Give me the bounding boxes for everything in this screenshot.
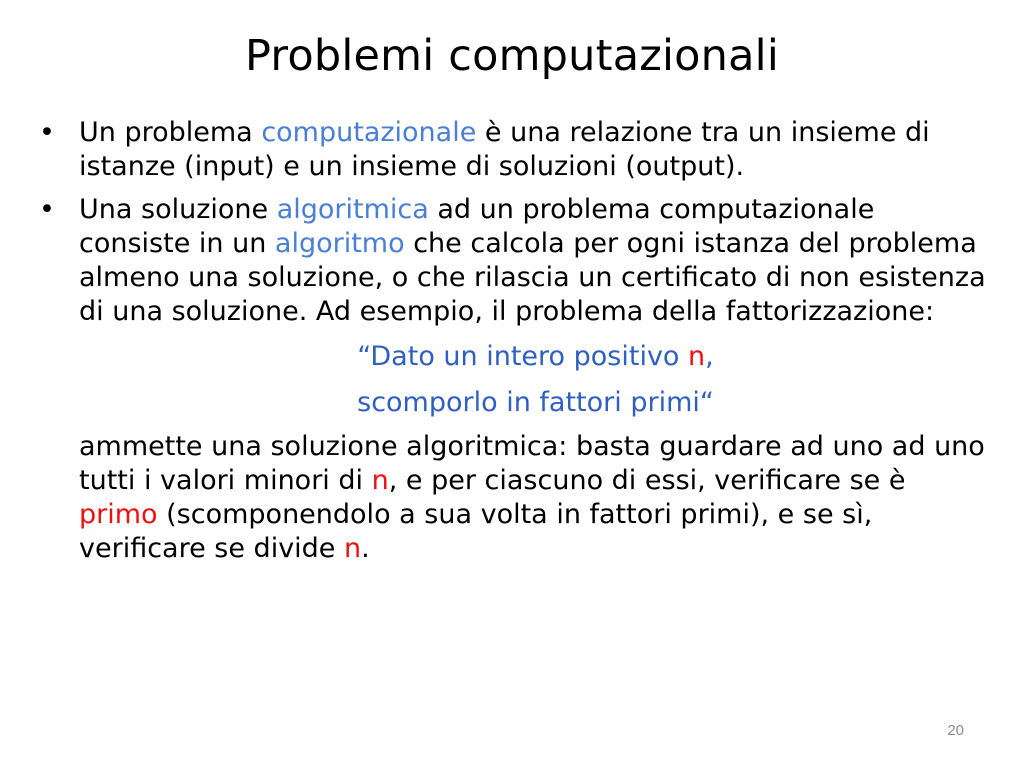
keyword-computazionale: computazionale	[261, 117, 477, 148]
quote-line-2: scomporlo in fattori primi“	[357, 387, 714, 418]
bullet-2-text-2: ad un problema computazionale consiste in un	[79, 194, 875, 259]
quote-variable-n: n	[688, 341, 706, 372]
bullet-2-text-3: che calcola per ogni istanza del problema almeno una soluzione, o che rilascia un certificato di non esistenza di una soluzione. Ad esempio, il problema della fattorizzazione:	[79, 228, 986, 327]
keyword-algoritmo: algoritmo	[274, 228, 405, 259]
variable-n-2: n	[344, 533, 362, 564]
bullet-1-text-1: Un problema	[79, 117, 262, 148]
paragraph-text-4: .	[361, 533, 370, 564]
quote-line-1-end: ,	[705, 341, 714, 372]
keyword-primo: primo	[79, 499, 158, 530]
paragraph-text-1: ammette una soluzione algoritmica: basta guardare ad uno ad uno tutti i valori minori di	[79, 431, 985, 496]
bullet-dot-icon: •	[39, 194, 55, 225]
keyword-algoritmica: algoritmica	[276, 194, 429, 225]
bullet-2-text-1: Una soluzione	[79, 194, 277, 225]
bullet-item-2	[32, 193, 992, 329]
quote-line-1	[32, 338, 992, 376]
slide-body	[32, 116, 992, 566]
bullet-item-1	[32, 116, 992, 184]
bullet-1-text-2: è una relazione tra un insieme di istanze (input) e un insieme di soluzioni (output).	[79, 117, 930, 182]
variable-n-1: n	[371, 465, 389, 496]
quote-line-1-text: “Dato un intero positivo	[357, 341, 689, 372]
paragraph-text-2: , e per ciascuno di essi, verificare se è	[388, 465, 906, 496]
paragraph-text-3: (scomponendolo a sua volta in fattori primi), e se sì, verificare se divide	[79, 499, 873, 564]
bullet-dot-icon: •	[39, 117, 55, 148]
page-number: 20	[947, 722, 964, 739]
explanation-paragraph	[32, 430, 992, 566]
slide-title: Problemi computazionali	[245, 31, 779, 81]
